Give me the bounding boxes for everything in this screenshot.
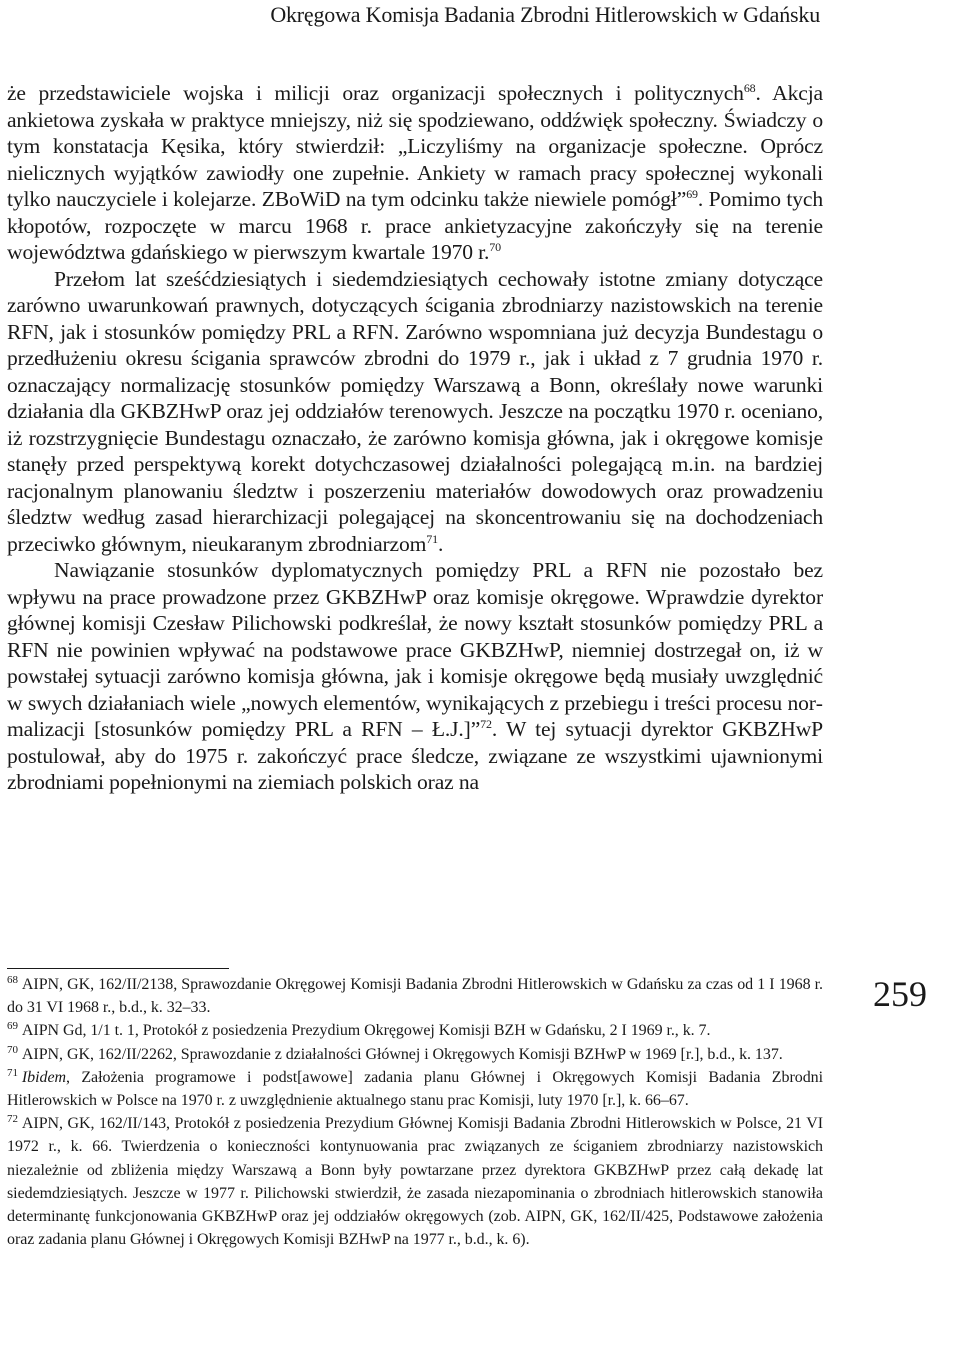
footnote-ref-68[interactable]: 68 [743,81,756,95]
footnote-text: AIPN, GK, 162/II/2262, Sprawozdanie z działalności Głównej i Okręgowych Komisji BZHwP w 1969 [r.], b.d., k. 137. [21,1045,783,1063]
footnote-text: AIPN, GK, 162/II/143, Protokół z posiedzenia Prezydium Głównej Komisji Badania Zbrodni Hitlerowskich w Polsce, 21 VI 1972 r., k. 66. Twierdzenia o konieczności kontynuowania prac związanych ze ściganiem zbrodniarzy nazistowskich niezależnie od zbliżenia między Warszawą a Bonn były powtarzane przez dyrektora GKBZHwP przez całą dekadę lat siedemdziesiątych. Jeszcze w 1977 r. Pilichowski stwierdził, że zasada niezapominania o zbrodniach hitlerowskich stanowiła determinantę funkcjonowania GKBZHwP oraz jej oddziałów okręgowych (zob. AIPN, GK, 162/II/425, Podstawowe założenia oraz zadania planu Głównej i Okręgowych Komisji BZHwP na 1977 r., b.d., k. 6). [7,1115,823,1249]
footnote-ref-71[interactable]: 71 [426,531,438,546]
paragraph-2 [7,266,823,558]
footnote-number: 70 [7,1043,18,1056]
footnote-number: 69 [7,1020,18,1033]
paragraph-2-text-b: . [438,531,444,556]
footnotes [7,973,823,1251]
footnote-71 [7,1066,823,1112]
page-number: 259 [873,974,927,1014]
footnote-text: AIPN Gd, 1/1 t. 1, Protokół z posiedzenia Prezydium Okręgowej Komisji BZH w Gdańsku, 2 I 1969 r., k. 7. [21,1022,711,1040]
paragraph-1-text-a: że przedstawiciele wojska i milicji oraz organizacji społecznych i politycznych [7,81,744,105]
paragraph-3-text-a: Nawiązanie stosunków dyplomatycznych pomiędzy PRL a RFN nie pozostało bez wpływu na prace prowadzone przez GKBZHwP oraz komisje okręgowe. Wprawdzie dyrektor głównej komisji Czesław Pilichowski podkreślał, że nowy kształt stosunków pomiędzy PRL a RFN nie powinien wpływać na podstawowe prace GKBZHwP, niemniej dostrzegał on, iż w powstałej sytuacji zarówno komisja główna, jak i komisje okręgowe będą musiały uwzględnić w swych działaniach wiele „nowych elementów, wynikających z przebiegu i treści procesu normalizacji [stosunków pomiędzy PRL a RFN – Ł.J.]” [7,558,823,741]
paragraph-3 [7,557,823,796]
footnote-69 [7,1019,823,1042]
footnote-italic-ibidem: Ibidem [21,1068,67,1086]
footnote-number: 72 [7,1113,18,1126]
paragraph-2-text-a: Przełom lat sześćdziesiątych i siedemdziesiątych cechowały istotne zmiany dotyczące zarówno uwarunkowań prawnych, dotyczących ścigania zbrodniarzy nazistowskich na terenie RFN, jak i stosunków pomiędzy PRL a RFN. Zarówno wspomniana już decyzja Bundestagu o przedłużeniu okresu ścigania sprawców zbrodni do 1979 r., jak i układ z 7 grudnia 1970 r. oznaczający normalizację stosunków pomiędzy Warszawą a Bonn, określały nowe warunki działania dla GKBZHwP oraz jej oddziałów terenowych. Jeszcze na początku 1970 r. oceniano, iż rozstrzygnięcie Bundestagu oznaczało, że zarówno komisja główna, jak i okręgowe komisje stanęły przed perspektywą korekt dotychczasowej działalności polegającą m.in. na bardziej racjonalnym planowaniu śledztw i poszerzeniu materiałów dowodowych oraz prowadzeniu śledztw według zasad hierarchizacji polegającej na skoncentrowaniu się na dochodzeniach przeciwko głównym, nieukaranym zbrodniarzom [7,266,823,556]
main-text [7,80,823,796]
footnote-70 [7,1043,823,1066]
footnote-ref-69[interactable]: 69 [686,187,698,201]
footnote-ref-72[interactable]: 72 [480,717,492,731]
running-header: Okręgowa Komisja Badania Zbrodni Hitlerowskich w Gdańsku [270,2,820,27]
footnote-number: 68 [7,974,18,986]
paragraph-3-text-b: . W tej sytuacji dyrektor GKBZHwP postulował, aby do 1975 r. zakończyć prace śledcze, związane ze wszystkimi ujawnionymi zbrodniami popełnionymi na ziemiach polskich oraz na [7,717,823,794]
paragraph-1-text-c: . Pomimo tych kłopotów, rozpoczęte w marcu 1968 r. prace ankietyzacyjne zakończyły się na terenie województwa gdańskiego w pierwszym kwartale 1970 r. [7,187,823,264]
paragraph-1 [7,80,823,266]
footnote-ref-70[interactable]: 70 [489,240,501,254]
footnote-divider [7,968,229,969]
footnote-text: AIPN, GK, 162/II/2138, Sprawozdanie Okręgowej Komisji Badania Zbrodni Hitlerowskich w Gdańsku za czas od 1 I 1968 r. do 31 VI 1968 r., b.d., k. 32–33. [7,976,823,1017]
paragraph-1-text-b: . Akcja ankietowa zyskała w praktyce mniejszy, niż się spodziewano, oddźwięk społeczny. Świadczy o tym konstatacja Kęsika, który stwierdził: „Liczyliśmy na organizacje społeczne. Oprócz nielicznych wyjątków zawiodły one zupełnie. Ankiety w ramach pracy społecznej wykonali tylko nauczyciele i kolejarze. ZBoWiD na tym odcinku także niewiele pomógł” [7,81,823,211]
footnote-text: , Założenia programowe i podst[awowe] zadania planu Głównej i Okręgowych Komisji Badania Zbrodni Hitlerowskich w Polsce na 1970 r. z uwzględnienie aktualnego stanu prac Komisji, luty 1970 [r.], k. 66–67. [7,1068,823,1110]
footnote-68 [7,973,823,1019]
footnote-number: 71 [7,1066,18,1079]
footnote-72 [7,1112,823,1251]
